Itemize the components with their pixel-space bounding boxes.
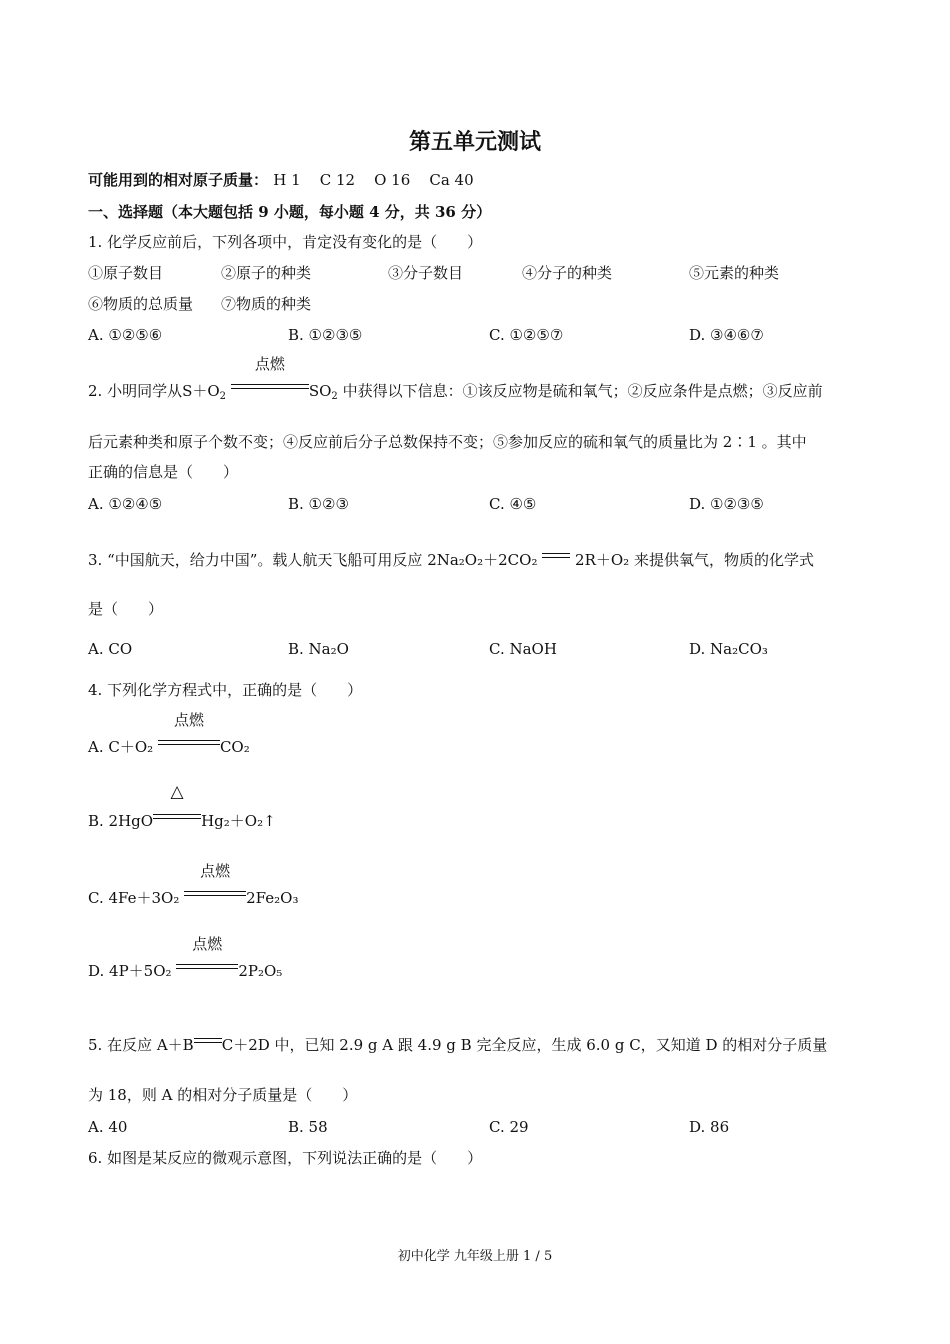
equation-right: 2P₂O₅ [238,962,283,980]
q1-item: ⑦物质的种类 [221,295,312,313]
q1-option-c[interactable]: C. ①②⑤⑦ [489,326,564,344]
q5-option-d[interactable]: D. 86 [689,1118,730,1136]
equation-left: B. 2HgO [88,812,154,830]
q3-prefix: 3. “中国航天，给力中国”。载人航天飞船可用反应 [88,551,428,569]
q1-item: ⑥物质的总质量 [88,295,194,313]
q2-prefix: 2. 小明同学从 [88,382,183,400]
q2-line-3: 正确的信息是（ ） [88,463,239,481]
q2-option-b[interactable]: B. ①②③ [288,495,349,513]
q6-stem: 6. 如图是某反应的微观示意图，下列说法正确的是（ ） [88,1149,483,1167]
atomic-mass-values: H 1 C 12 O 16 Ca 40 [273,171,474,189]
condition-label: 点燃 [200,862,231,880]
q4-option-b[interactable] [88,782,276,831]
reaction-condition-arrow [184,862,246,903]
q4-stem: 4. 下列化学方程式中，正确的是（ ） [88,681,363,699]
heat-condition-arrow [153,782,201,826]
atomic-mass-line [88,170,474,190]
reaction-condition-arrow [158,711,220,752]
equation-right: CO₂ [219,738,250,756]
atomic-mass-label: 可能用到的相对原子质量： [88,171,269,189]
q1-stem: 1. 化学反应前后，下列各项中，肯定没有变化的是（ ） [88,233,483,251]
q3-option-c[interactable]: C. NaOH [489,640,557,658]
q5-option-a[interactable]: A. 40 [88,1118,128,1136]
q1-option-a[interactable]: A. ①②⑤⑥ [88,326,163,344]
page-title: 第五单元测试 [408,129,541,155]
reaction-condition-arrow [176,935,238,976]
q1-option-b[interactable]: B. ①②③⑤ [288,326,363,344]
q3-eq-right: 2R＋O₂ [575,551,630,569]
q4-option-a[interactable] [88,711,250,757]
q1-item: ④分子的种类 [522,264,613,282]
condition-label: 点燃 [192,935,223,953]
q3-eq-left: 2Na₂O₂＋2CO₂ [427,551,538,569]
q5-option-c[interactable]: C. 29 [489,1118,529,1136]
q3-option-b[interactable]: B. Na₂O [288,640,349,658]
q2-option-a[interactable]: A. ①②④⑤ [88,495,163,513]
q5-line-2: 为 18，则 A 的相对分子质量是（ ） [88,1086,358,1104]
equation-right: 2Fe₂O₃ [246,889,299,907]
q3-suffix: 来提供氧气，物质的化学式 [629,551,814,569]
equation-left: D. 4P＋5O₂ [88,962,172,980]
q5-line-1 [88,1030,827,1055]
q1-item: ③分子数目 [388,264,464,282]
equals-sign [542,545,570,565]
page-footer: 初中化学 九年级上册 1 / 5 [397,1249,553,1264]
q4-option-c[interactable] [88,862,299,908]
q2-option-c[interactable]: C. ④⑤ [489,495,537,513]
reaction-condition-arrow [231,355,309,396]
q2-option-d[interactable]: D. ①②③⑤ [689,495,764,513]
q3-option-d[interactable]: D. Na₂CO₃ [689,640,768,658]
q1-item: ①原子数目 [88,264,164,282]
q4-option-d[interactable] [88,935,283,981]
equation-left: C. 4Fe＋3O₂ [88,889,180,907]
q2-eq-right: SO [308,382,332,400]
q2-line-2: 后元素种类和原子个数不变；④反应前后分子总数保持不变；⑤参加反应的硫和氧气的质量比为 2∶1 。其中 [88,433,807,451]
q3-option-a[interactable]: A. CO [88,640,133,658]
q2-suffix: 中获得以下信息：①该反应物是硫和氧气；②反应条件是点燃；③反应前 [342,382,823,400]
condition-label: 点燃 [254,355,285,373]
q1-item: ②原子的种类 [221,264,312,282]
condition-label: △ [170,782,184,802]
q3-line-1 [88,545,814,570]
q5-prefix: 5. 在反应 A＋B [88,1036,194,1054]
equation-right: Hg₂＋O₂↑ [201,812,276,830]
q3-line-2: 是（ ） [88,600,164,618]
condition-label: 点燃 [173,711,204,729]
q5-mid: C＋2D 中，已知 2.9 g A 跟 4.9 g B 完全反应，生成 6.0 g C，又知道 D 的相对分子质量 [221,1036,828,1054]
q2-eq-left: S＋O [182,382,220,400]
q1-item: ⑤元素的种类 [689,264,780,282]
q2-line-1: 2. 小明同学从$S+O_2$ 点燃 $SO_2$ 中获得以下信息：①该反应物是硫和氧气；②反应条件是点燃；③反应前 [88,355,823,402]
section-heading: 一、选择题（本大题包括 9 小题，每小题 4 分，共 36 分） [88,203,492,221]
q5-option-b[interactable]: B. 58 [288,1118,328,1136]
equals-sign [194,1030,222,1050]
q1-option-d[interactable]: D. ③④⑥⑦ [689,326,764,344]
equation-left: A. C＋O₂ [88,738,154,756]
